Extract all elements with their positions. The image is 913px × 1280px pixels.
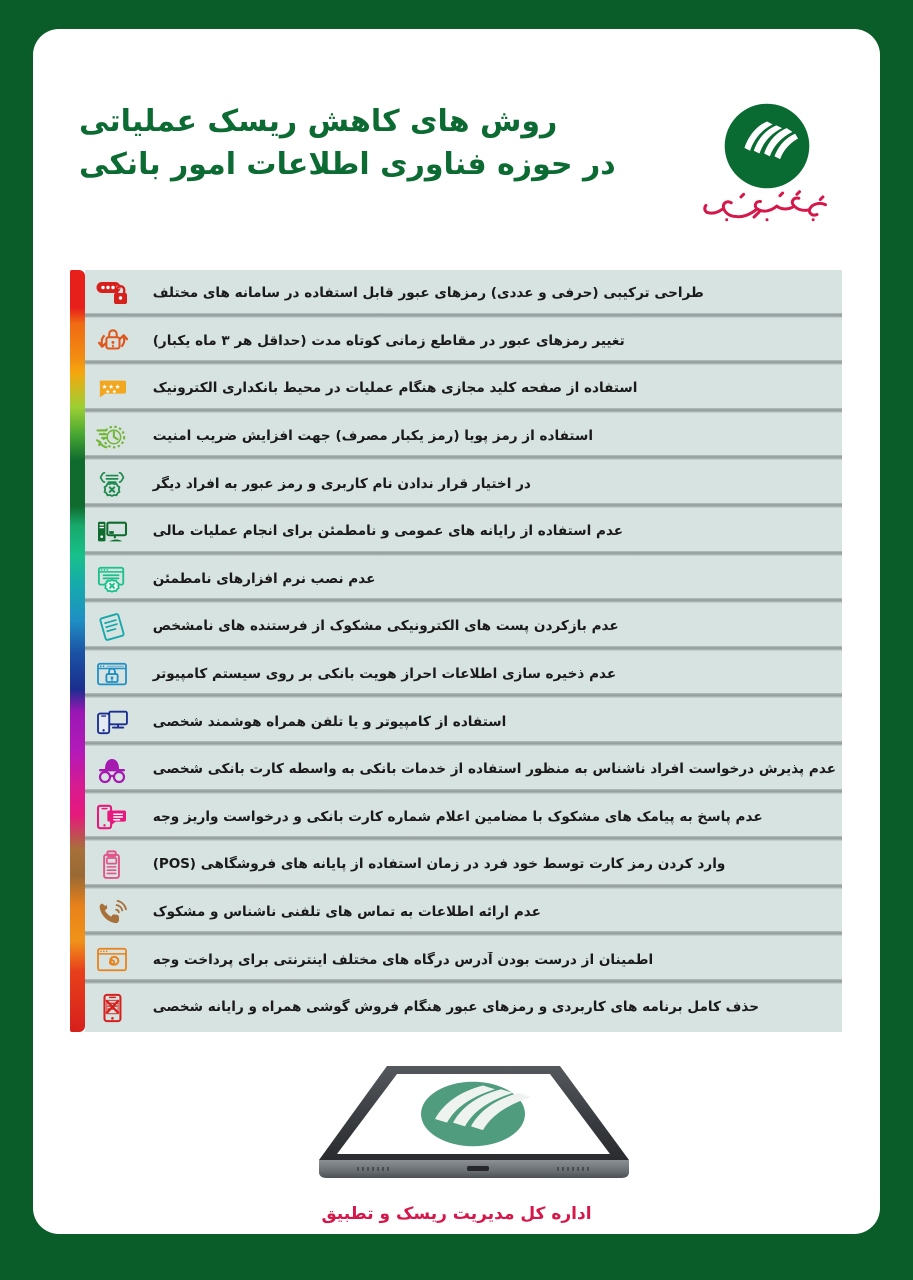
credentials-denied-icon [85,461,139,507]
list-item[interactable] [85,746,842,794]
footer-department-label: اداره کل مدیریت ریسک و تطبیق [321,1203,592,1224]
list-item[interactable] [85,794,842,842]
recommendation-rows [85,270,842,1032]
list-item-label: تغییر رمزهای عبور در مقاطع زمانی کوتاه مدت (حداقل هر ۳ ماه یکبار) [152,332,625,349]
list-item-label: عدم پاسخ به پیامک های مشکوک با مضامین اعلام شماره کارت بانکی و درخواست واریز وجه [152,808,763,825]
password-field-lock-icon [85,271,139,317]
list-item[interactable] [85,698,842,746]
list-item[interactable] [85,460,842,508]
title-line-2: در حوزه فناوری اطلاعات امور بانکی [79,146,616,182]
list-item[interactable] [85,889,842,937]
browser-lock-icon [85,652,139,698]
list-item-label: اطمینان از درست بودن آدرس درگاه های مختلف اینترنتی برای پرداخت وجه [152,951,654,968]
list-item-label: در اختیار قرار ندادن نام کاربری و رمز عبور به افراد دیگر [152,475,531,492]
recommendation-list [71,270,842,1032]
list-item-label: استفاده از صفحه کلید مجازی هنگام عملیات در محیط بانکداری الکترونیک [152,380,638,397]
poster-header [33,29,880,233]
list-item[interactable] [85,651,842,699]
suspicious-sms-icon [85,794,139,840]
list-item[interactable] [85,556,842,604]
list-item[interactable] [85,603,842,651]
poster-footer [33,1204,880,1224]
bank-wordmark-icon [702,187,832,233]
list-item-label: عدم نصب نرم افزارهای نامطمئن [152,570,376,587]
virtual-keypad-icon [85,366,139,412]
list-item-label: عدم استفاده از رایانه های عمومی و نامطمئن برای انجام عملیات مالی [152,523,624,540]
list-item-label: عدم پذیرش درخواست افراد ناشناس به منظور استفاده از خدمات بانکی به واسطه کارت بانکی شخصی [152,761,836,778]
poster-title [71,95,678,186]
anonymous-person-icon [85,747,139,793]
tablet-illustration [33,1052,880,1192]
list-item-label: عدم ارائه اطلاعات به تماس های تلفنی ناشناس و مشکوک [152,904,541,921]
desktop-computer-icon [85,509,139,555]
color-accent-strip [70,270,85,1032]
phone-delete-icon [85,985,139,1031]
title-line-1: روش های کاهش ریسک عملیاتی [79,104,558,139]
list-item-label: عدم ذخیره سازی اطلاعات احراز هویت بانکی بر روی سیستم کامپیوتر [152,666,617,683]
post-bank-iran-logo-icon [720,99,814,193]
pos-terminal-icon [85,842,139,888]
list-item-label: حذف کامل برنامه های کاربردی و رمزهای عبور هنگام فروش گوشی همراه و رایانه شخصی [152,999,760,1016]
bank-logo [692,95,842,233]
list-item[interactable] [85,318,842,366]
phone-call-icon [85,890,139,936]
list-item-label: طراحی ترکیبی (حرفی و عددی) رمزهای عبور قابل استفاده در سامانه های مختلف [152,285,704,302]
list-item[interactable] [85,365,842,413]
browser-gear-icon [85,937,139,983]
lock-refresh-icon [85,318,139,364]
list-item-label: وارد کردن رمز کارت توسط خود فرد در زمان استفاده از پایانه های فروشگاهی (POS) [152,856,726,873]
list-item[interactable] [85,984,842,1032]
suspicious-email-icon [85,604,139,650]
list-item[interactable] [85,936,842,984]
list-item[interactable] [85,413,842,461]
list-item[interactable] [85,508,842,556]
list-item-label: استفاده از رمز پویا (رمز یکبار مصرف) جهت افزایش ضریب امنیت [152,428,593,445]
otp-clock-icon [85,414,139,460]
poster-card [33,29,880,1234]
list-item[interactable] [85,841,842,889]
untrusted-software-icon [85,556,139,602]
phone-monitor-icon [85,699,139,745]
list-item-label: عدم بازکردن پست های الکترونیکی مشکوک از فرستنده های نامشخص [152,618,619,635]
list-item[interactable] [85,270,842,318]
list-item-label: استفاده از کامپیوتر و یا تلفن همراه هوشمند شخصی [152,713,507,730]
